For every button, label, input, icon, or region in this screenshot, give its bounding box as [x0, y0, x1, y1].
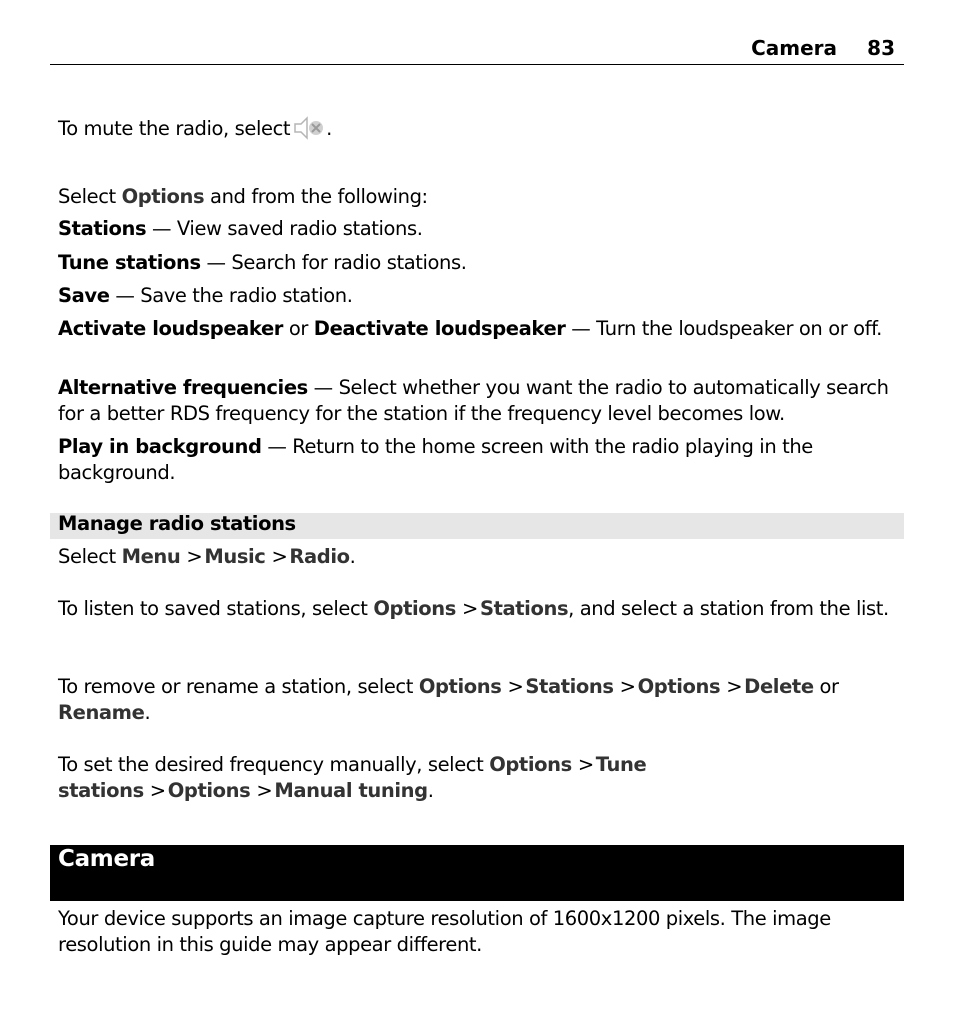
tune-paragraph: To set the desired frequency manually, select Options > Tune stations > Options > Manual tuning. [58, 753, 647, 802]
speaker-mute-icon [292, 115, 326, 141]
camera-paragraph: Your device supports an image capture resolution of 1600x1200 pixels. The image resolution in this guide may appear different. [58, 907, 831, 956]
page-header [50, 36, 904, 65]
option-item-save: Save — Save the radio station. [58, 284, 353, 307]
option-item-tune-stations: Tune stations — Search for radio stations. [58, 251, 467, 274]
mute-text: To mute the radio, select [58, 117, 291, 140]
page-number: 83 [867, 36, 895, 60]
option-item-alternative-frequencies: Alternative frequencies — Select whether you want the radio to automatically search for a better RDS frequency for the station if the frequency level becomes low. [58, 376, 889, 425]
option-item-play-in-background: Play in background — Return to the home screen with the radio playing in the background. [58, 435, 813, 484]
chapter-heading-camera: Camera [50, 845, 904, 901]
option-item-stations: Stations — View saved radio stations. [58, 217, 423, 240]
options-intro: Select Options and from the following: [58, 185, 428, 208]
section-heading-manage-radio-stations: Manage radio stations [50, 513, 904, 539]
remove-paragraph: To remove or rename a station, select Options > Stations > Options > Delete or Rename. [58, 675, 839, 724]
listen-paragraph: To listen to saved stations, select Options > Stations, and select a station from the list. [58, 597, 889, 620]
manage-select-path: Select Menu > Music > Radio. [58, 545, 356, 568]
mute-paragraph: To mute the radio, select . [58, 117, 332, 140]
option-item-loudspeaker: Activate loudspeaker or Deactivate loudspeaker — Turn the loudspeaker on or off. [58, 317, 882, 340]
header-section-title: Camera [751, 36, 837, 60]
ui-options: Options [121, 185, 205, 208]
